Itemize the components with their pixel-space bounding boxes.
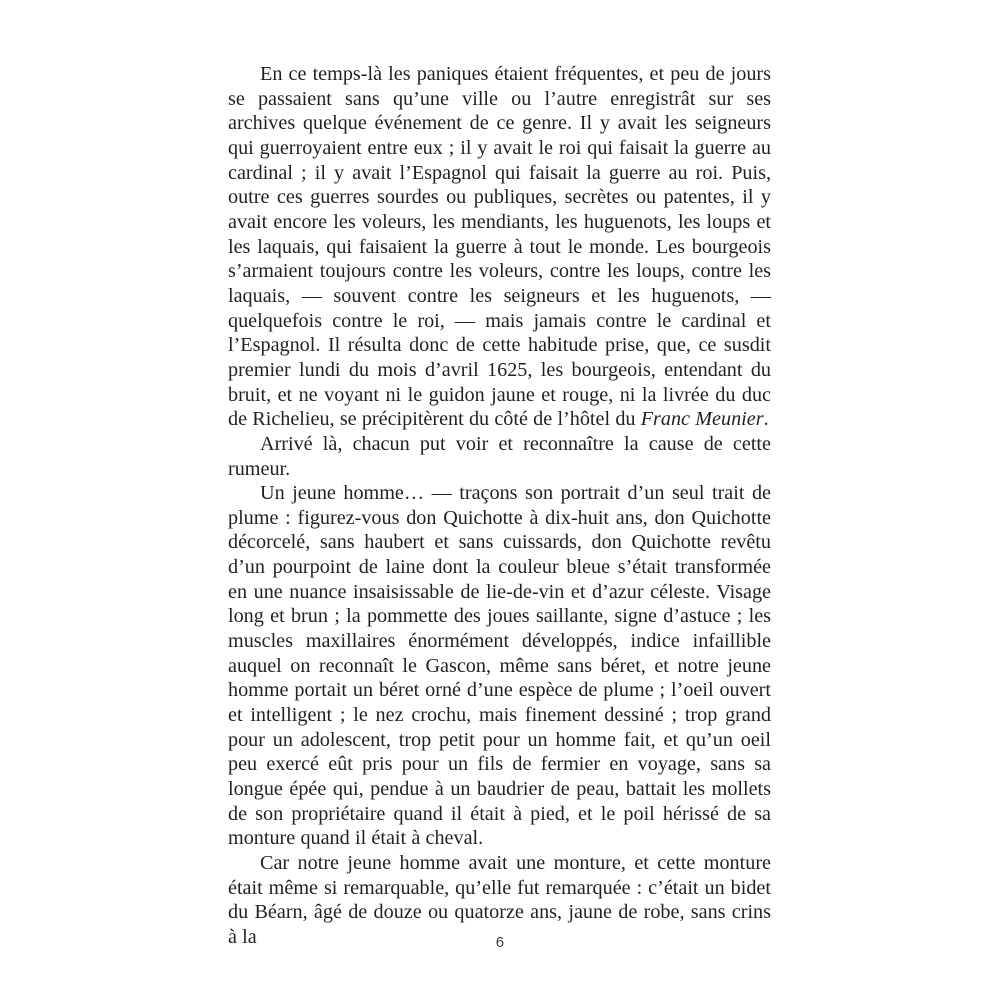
paragraph-4-text: Car notre jeune homme avait une monture, et cette monture était même si remarquable, qu’elle fut remarquée : c’était un bidet du Béarn, âgé de douze ou quatorze ans, jaune de robe, sans crins à la xyxy=(228,852,771,948)
paragraph-1-text-after-italic: . xyxy=(763,408,769,431)
paragraph-2-text: Arrivé là, chacun put voir et reconnaître la cause de cette rumeur. xyxy=(228,432,771,480)
page-number: 6 xyxy=(495,934,505,951)
paragraph-1 xyxy=(228,62,771,432)
paragraph-3-text: Un jeune homme… — traçons son portrait d’un seul trait de plume : figurez-vous don Quichotte à dix-huit ans, don Quichotte décorcelé, sans haubert et sans cuissards, don Quichotte revêtu d’un pourpoint de laine dont la couleur bleue s’était transformée en une nuance insaisissable de lie-de-vin et d’azur céleste. Visage long et brun ; la pommette des joues saillante, signe d’astuce ; les muscles maxillaires énormément développés, indice infaillible auquel on reconnaît le Gascon, même sans béret, et notre jeune homme portait un béret orné d’une espèce de plume ; l’oeil ouvert et intelligent ; le nez crochu, mais finement dessiné ; trop grand pour un adolescent, trop petit pour un homme fait, et qu’un oeil peu exercé eût pris pour un fils de fermier en voyage, sans sa longue épée qui, pendue à un baudrier de peau, battait les mollets de son propriétaire quand il était à pied, et le poil hérissé de sa monture quand il était à cheval. xyxy=(228,482,771,850)
body-text-column xyxy=(228,62,771,950)
paragraph-1-text-before-italic: En ce temps-là les paniques étaient fréquentes, et peu de jours se passaient sans qu’une ville ou l’autre enregistrât sur ses archives quelque événement de ce genre. Il y avait les seigneurs qui guerroyaient entre eux ; il y avait le roi qui faisait la guerre au cardinal ; il y avait l’Espagnol qui faisait la guerre au roi. Puis, outre ces guerres sourdes ou publiques, secrètes ou patentes, il y avait encore les voleurs, les mendiants, les huguenots, les loups et les laquais, qui faisaient la guerre à tout le monde. Les bourgeois s’armaient toujours contre les voleurs, contre les loups, contre les laquais, — souvent contre les seigneurs et les huguenots, — quelquefois contre le roi, — mais jamais contre le cardinal et l’Espagnol. Il résulta donc de cette habitude prise, que, ce susdit premier lundi du mois d’avril 1625, les bourgeois, entendant du bruit, et ne voyant ni le guidon jaune et rouge, ni la livrée du duc de Richelieu, se précipitèrent du côté de l’hôtel du xyxy=(228,63,771,431)
paragraph-2 xyxy=(228,432,771,481)
paragraph-3 xyxy=(228,481,771,851)
book-title-franc-meunier: Franc Meunier xyxy=(640,408,764,431)
